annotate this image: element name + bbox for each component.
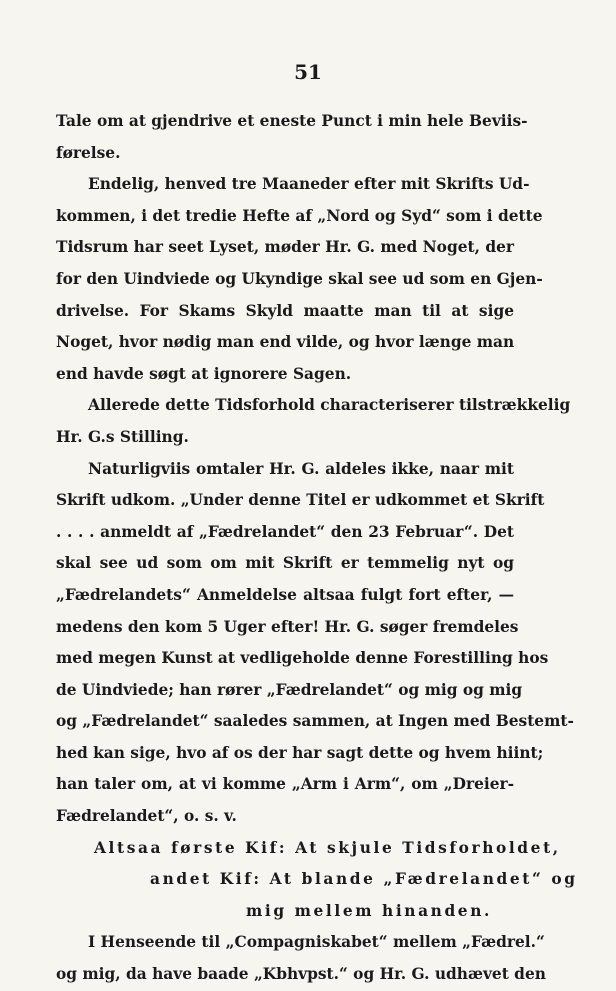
text-line: Hr. G.s Stilling. [56,427,189,446]
text-line: Naturligviis omtaler Hr. G. aldeles ikke, naar mit [88,459,514,478]
text-line: Altsaa første Kif: At skjule Tidsforholdet, [94,838,561,857]
text-line: og „Fædrelandet“ saaledes sammen, at Ingen med Bestemt- [56,712,574,731]
text-line: Tale om at gjendrive et eneste Punct i min hele Beviis- [56,112,528,130]
text-line: I Henseende til „Compagniskabet“ mellem „Fædrel.“ [88,933,545,952]
text-line: medens den kom 5 Uger efter! Hr. G. søger fremdeles [56,617,519,636]
text-line: end havde søgt at ignorere Sagen. [56,364,352,383]
text-line: han taler om, at vi komme „Arm i Arm“, om „Dreier- [56,775,514,794]
text-line: hed kan sige, hvo af os der har sagt dette og hvem hiint; [56,743,544,762]
text-line: Noget, hvor nødig man end vilde, og hvor længe man [56,333,515,352]
text-line: Skrift udkom. „Under denne Titel er udkommet et Skrift [56,491,545,510]
text-line: mig mellem hinanden. [246,901,492,920]
text-line: „Fædrelandets“ Anmeldelse altsaa fulgt fort efter, — [56,585,514,604]
text-line: Allerede dette Tidsforhold characteriserer tilstrækkelig [88,396,571,415]
text-line: og mig, da have baade „Kbhvpst.“ og Hr. G. udhævet den [56,965,546,984]
text-line: med megen Kunst at vedligeholde denne Forestilling hos [56,649,549,668]
text-line: drivelse. For Skams Skyld maatte man til at sige [56,301,514,320]
text-line: de Uindviede; han rører „Fædrelandet“ og mig og mig [56,680,523,699]
text-line: skal see ud som om mit Skrift er temmelig nyt og [56,554,514,573]
text-line: Tidsrum har seet Lyset, møder Hr. G. med Noget, der [56,238,514,257]
text-line: for den Uindviede og Ukyndige skal see ud som en Gjen- [56,269,543,288]
text-line: førelse. [56,143,121,162]
text-line: kommen, i det tredie Hefte af „Nord og Syd“ som i dette [56,206,543,225]
text-line: Fædrelandet“, o. s. v. [56,807,237,826]
page-number: 51 [294,60,322,84]
body-text [56,106,578,991]
text-line: . . . . anmeldt af „Fædrelandet“ den 23 Februar“. Det [56,522,514,541]
text-line: andet Kif: At blande „Fædrelandet“ og [150,870,578,889]
text-line: Endelig, henved tre Maaneder efter mit Skrifts Ud- [88,175,530,194]
